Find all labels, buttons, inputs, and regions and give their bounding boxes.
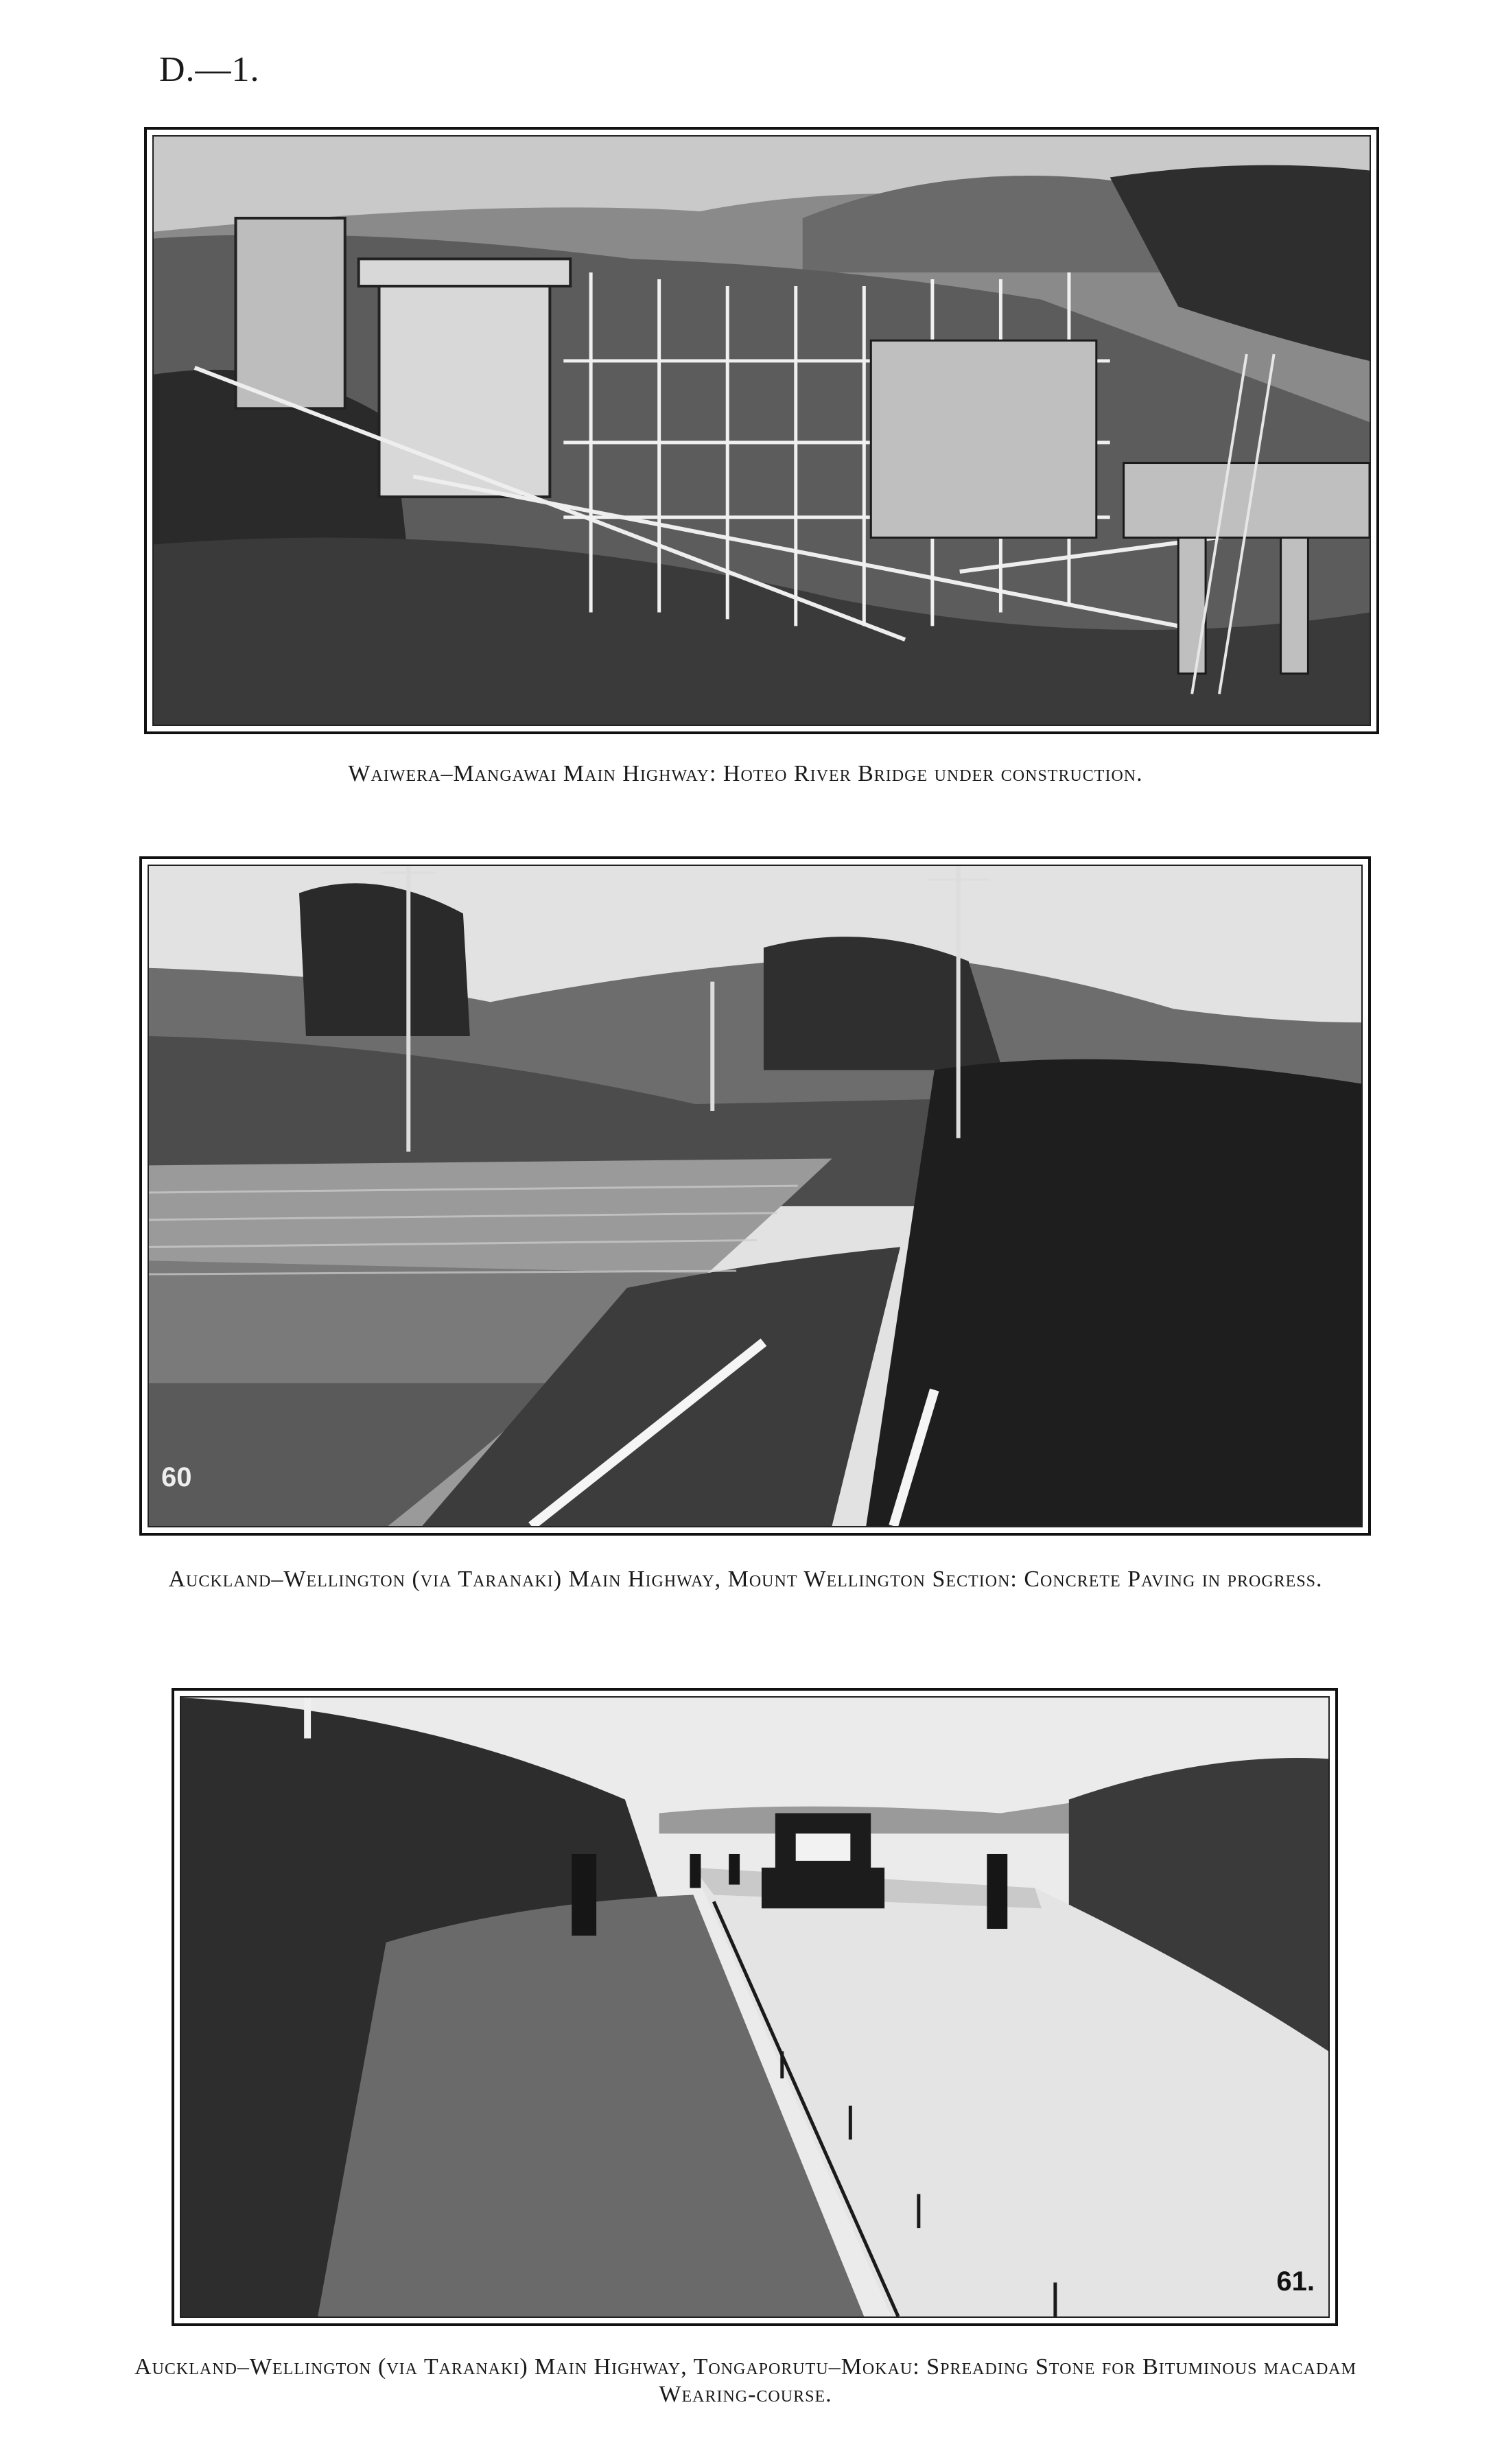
photo-caption: Waiwera–Mangawai Main Highway: Hoteo River Bridge under construction. (348, 761, 1143, 786)
page-identifier: D.—1. (159, 50, 260, 89)
photo-spreading-stone (172, 1688, 1338, 2326)
photo-caption: Auckland–Wellington (via Taranaki) Main Highway, Mount Wellington Section: Concrete Paving in progress. (168, 1567, 1323, 1592)
concrete-paving-image (149, 866, 1361, 1526)
photo-caption: Auckland–Wellington (via Taranaki) Main Highway, Tongaporutu–Mokau: Spreading Stone for Bituminous macadam Wearing-course. (134, 2354, 1357, 2407)
photo-number-label: 61. (1276, 2266, 1315, 2297)
bridge-construction-image (154, 137, 1370, 725)
photo-number-label: 60 (161, 1462, 192, 1492)
spreading-stone-image (181, 1698, 1328, 2316)
photo-bridge-construction (144, 127, 1379, 734)
photo-concrete-paving (139, 856, 1371, 1536)
